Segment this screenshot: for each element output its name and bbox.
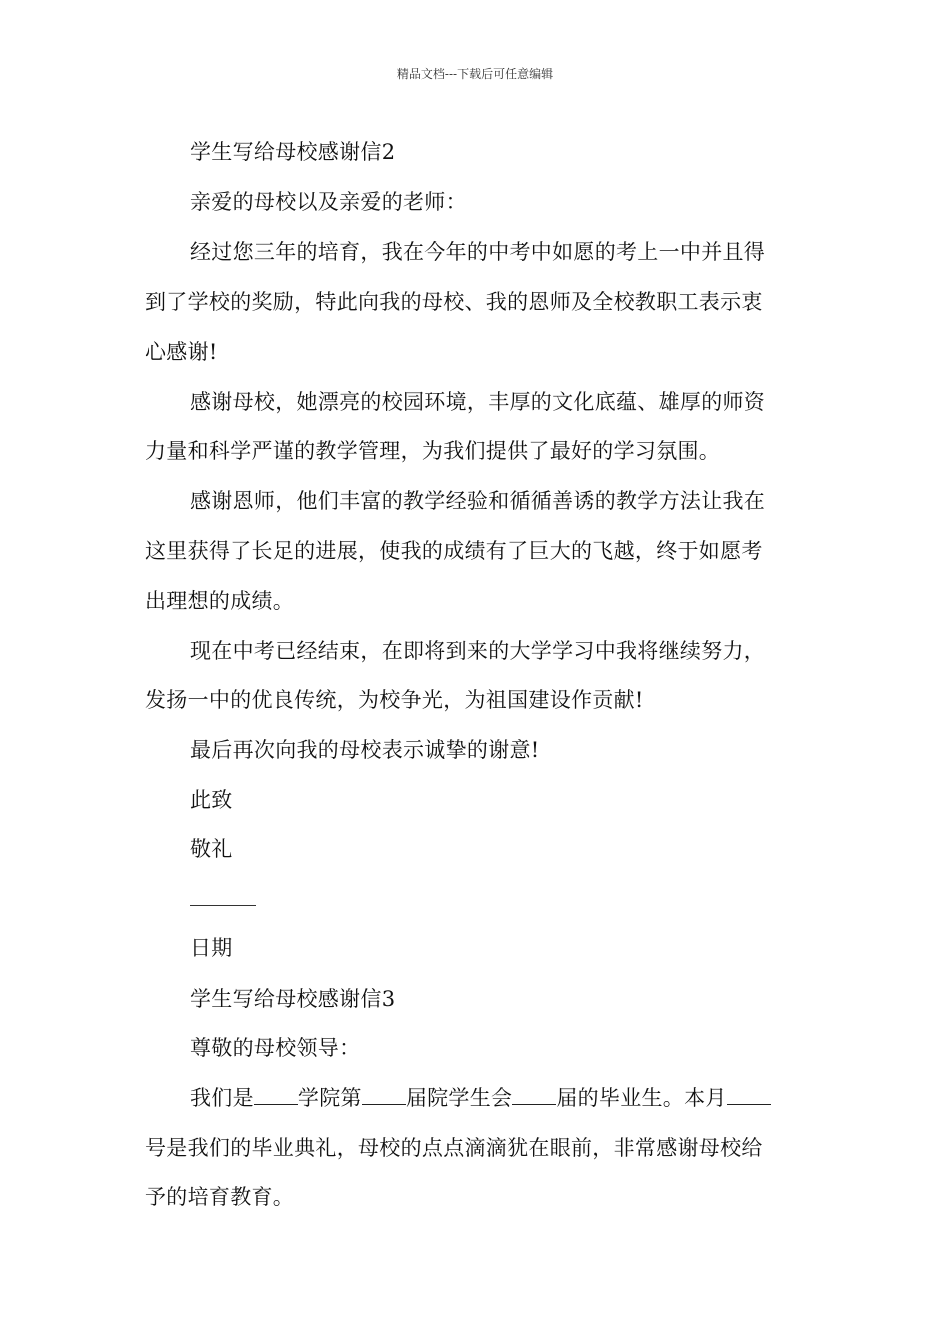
letter-title: 学生写给母校感谢信3: [190, 987, 396, 1011]
fill-in-blank: [512, 1084, 556, 1105]
closing-line: 此致: [190, 788, 233, 812]
fill-in-blank: [362, 1084, 406, 1105]
page-header: 精品文档---下载后可任意编辑: [396, 67, 554, 81]
salutation: 尊敬的母校领导：: [190, 1036, 361, 1060]
fill-in-blank: [727, 1084, 771, 1105]
paragraph-line-with-blanks: [190, 1084, 771, 1112]
letter-title: 学生写给母校感谢信2: [190, 140, 396, 164]
paragraph-line: 发扬一中的优良传统，为校争光，为祖国建设作贡献!: [145, 688, 644, 712]
text-fragment: 我们是: [190, 1086, 254, 1110]
closing-line: 敬礼: [190, 837, 233, 861]
paragraph-line: 经过您三年的培育，我在今年的中考中如愿的考上一中并且得: [190, 240, 766, 264]
fill-in-blank: [254, 1084, 298, 1105]
paragraph-line: 到了学校的奖励，特此向我的母校、我的恩师及全校教职工表示衷: [145, 290, 763, 314]
paragraph-line: 最后再次向我的母校表示诚挚的谢意!: [190, 738, 540, 762]
signature-line: [190, 905, 256, 906]
paragraph-line: 现在中考已经结束，在即将到来的大学学习中我将继续努力，: [190, 639, 766, 663]
text-fragment: 届的毕业生。本月: [556, 1086, 727, 1110]
paragraph-line: 这里获得了长足的进展，使我的成绩有了巨大的飞越，终于如愿考: [145, 539, 763, 563]
text-fragment: 届院学生会: [405, 1086, 513, 1110]
date-line: 日期: [190, 936, 233, 960]
paragraph-line: 感谢恩师，他们丰富的教学经验和循循善诱的教学方法让我在: [190, 489, 766, 513]
paragraph-line: 心感谢!: [145, 340, 218, 364]
paragraph-line: 感谢母校，她漂亮的校园环境，丰厚的文化底蕴、雄厚的师资: [190, 390, 766, 414]
text-fragment: 学院第: [297, 1086, 362, 1110]
paragraph-line: 予的培育教育。: [145, 1185, 295, 1209]
paragraph-line: 号是我们的毕业典礼，母校的点点滴滴犹在眼前，非常感谢母校给: [145, 1136, 763, 1160]
paragraph-line: 力量和科学严谨的教学管理，为我们提供了最好的学习氛围。: [145, 439, 721, 463]
paragraph-line: 出理想的成绩。: [145, 589, 295, 613]
salutation: 亲爱的母校以及亲爱的老师：: [190, 190, 467, 214]
